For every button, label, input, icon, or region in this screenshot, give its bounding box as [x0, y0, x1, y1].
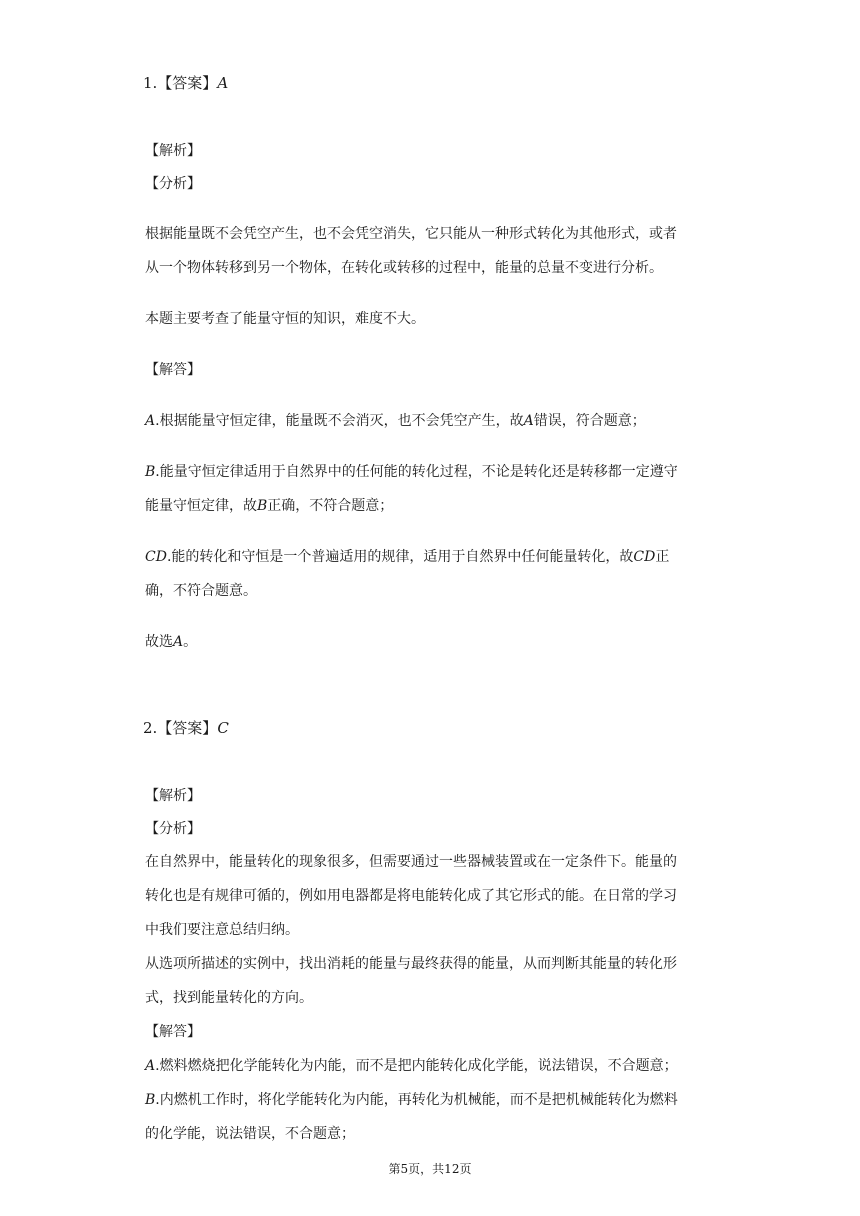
q1-analysis-line: 根据能量既不会凭空产生，也不会凭空消失，它只能从一种形式转化为其他形式，或者	[145, 226, 677, 242]
q2-fenxi-heading: 【分析】	[145, 821, 201, 837]
answer-value: C	[217, 719, 229, 737]
answer-value: A	[217, 74, 229, 92]
q1-fenxi-heading: 【分析】	[145, 176, 201, 192]
q1-option-cd-cont: 确，不符合题意。	[145, 583, 257, 599]
q2-jieda-heading: 【解答】	[145, 1024, 201, 1040]
q1-answer	[143, 73, 228, 93]
q2-option-a: A.燃料燃烧把化学能转化为内能，而不是把内能转化成化学能，说法错误，不合题意；	[145, 1058, 678, 1074]
q2-analysis-line: 中我们要注意总结归纳。	[145, 922, 299, 938]
q1-option-b: B.能量守恒定律适用于自然界中的任何能的转化过程，不论是转化还是转移都一定遵守	[145, 464, 678, 480]
q2-answer	[143, 718, 229, 738]
q1-analysis-line: 从一个物体转移到另一个物体，在转化或转移的过程中，能量的总量不变进行分析。	[145, 260, 663, 276]
q1-option-a: A.根据能量守恒定律，能量既不会消灭，也不会凭空产生，故A错误，符合题意；	[145, 413, 646, 429]
q1-summary: 本题主要考查了能量守恒的知识，难度不大。	[145, 311, 425, 327]
q2-option-b: B.内燃机工作时，将化学能转化为内能，再转化为机械能，而不是把机械能转化为燃料	[145, 1092, 678, 1108]
q2-analysis-line: 式，找到能量转化的方向。	[145, 990, 313, 1006]
q2-analysis-line: 转化也是有规律可循的，例如用电器都是将电能转化成了其它形式的能。在日常的学习	[145, 888, 677, 904]
answer-label: 1.【答案】	[143, 74, 218, 92]
q2-analysis-line: 在自然界中，能量转化的现象很多，但需要通过一些器械装置或在一定条件下。能量的	[145, 854, 677, 870]
page-footer: 第5页，共12页	[388, 1162, 472, 1176]
q1-choice: 故选A。	[145, 634, 198, 650]
q1-jiexi-heading: 【解析】	[145, 143, 201, 159]
q2-option-b-cont: 的化学能，说法错误，不合题意；	[145, 1126, 355, 1142]
answer-label: 2.【答案】	[143, 719, 218, 737]
q2-jiexi-heading: 【解析】	[145, 788, 201, 804]
q1-jieda-heading: 【解答】	[145, 362, 201, 378]
q1-option-b-cont: 能量守恒定律，故B正确，不符合题意；	[145, 498, 394, 514]
q1-option-cd: CD.能的转化和守恒是一个普遍适用的规律，适用于自然界中任何能量转化，故CD正	[145, 549, 670, 565]
q2-analysis-line: 从选项所描述的实例中，找出消耗的能量与最终获得的能量，从而判断其能量的转化形	[145, 956, 677, 972]
